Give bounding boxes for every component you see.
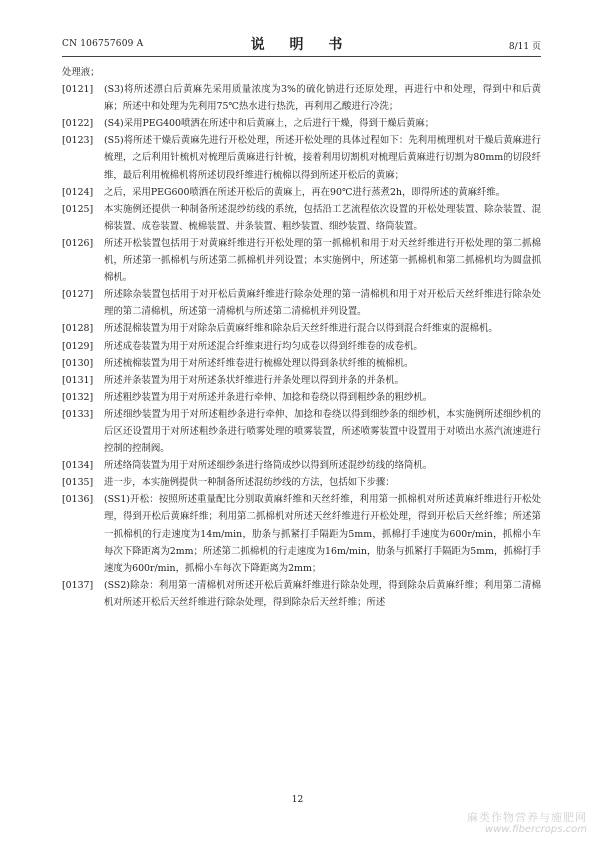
paragraph-text: (SS1)开松：按照所述重量配比分别取黄麻纤维和天丝纤维，利用第一抓棉机对所述黄麻纤维进行开松处理，得到开松后黄麻纤维；利用第二抓棉机对所述天丝纤维进行开松处理，得到开松后天丝纤维；所述第一抓棉机的行走速度为14m/min，肋条与抓紧打手隔距为5mm，抓棉打手速度为600r/min，抓棉小车每次下降距离为2mm；所述第二抓棉机的行走速度为16m/min，肋条与抓紧打手隔距为5mm，抓棉打手速度为600r/min，抓棉小车每次下降距离为2mm； [104,494,541,574]
paragraph-text: 本实施例还提供一种制备所述混纱纺线的系统，包括沿工艺流程依次设置的开松处理装置、除杂装置、混棉装置、成卷装置、梳棉装置、并条装置、粗纱装置、细纱装置、络筒装置。 [104,203,541,232]
paragraph [62,389,541,406]
paragraph-number: [0128] [62,323,94,335]
page-header [62,34,541,57]
paragraph-text: (S3)将所述漂白后黄麻先采用质量浓度为3%的硫化钠进行还原处理，再进行中和处理，得到中和后黄麻；所述中和处理为先利用75℃热水进行热洗，再利用乙酸进行冷洗； [104,84,541,113]
paragraph [62,286,541,320]
document-title: 说 明 书 [250,37,353,53]
paragraph-text: 所述混棉装置为用于对除杂后黄麻纤维和除杂后天丝纤维进行混合以得到混合纤维束的混棉机。 [104,323,498,335]
paragraph-number: [0133] [62,408,94,420]
paragraph-number: [0130] [62,357,94,369]
page-of-total: 8/11 页 [508,42,541,52]
watermark-url: www.fibercrops.com [485,824,587,835]
paragraph [62,338,541,355]
paragraph [62,577,541,611]
paragraph-text: 所述粗纱装置为用于对所述并条进行牵伸、加捻和卷绕以得到粗纱条的粗纱机。 [104,391,433,403]
paragraph-text: (SS2)除杂：利用第一清棉机对所述开松后黄麻纤维进行除杂处理，得到除杂后黄麻纤维；利用第二清棉机对所述开松后天丝纤维进行除杂处理，得到除杂后天丝纤维；所述 [104,579,541,608]
paragraph-number: [0127] [62,289,94,301]
paragraph-number: [0126] [62,237,94,249]
paragraph-text: (S4)采用PEG400喷洒在所述中和后黄麻上，之后进行干燥，得到干燥后黄麻； [104,118,435,130]
paragraph [62,184,541,201]
paragraph-text: 之后，采用PEG600喷洒在所述开松后的黄麻上，再在90℃进行蒸煮2h，即得所述的黄麻纤维。 [104,186,506,198]
paragraph [62,457,541,474]
paragraph [62,320,541,337]
paragraph [62,355,541,372]
paragraph-number: [0136] [62,494,94,506]
watermark-site-name: 麻类作物营养与施肥网 [467,811,587,824]
paragraph [62,372,541,389]
patent-number: CN 106757609 A [62,39,144,49]
paragraph [62,474,541,491]
paragraph-text: 进一步，本实施例提供一种制备所述混纺纱线的方法，包括如下步骤： [104,477,395,489]
paragraph-number: [0131] [62,374,94,386]
paragraph-text: 所述除杂装置包括用于对开松后黄麻纤维进行除杂处理的第一清棉机和用于对开松后天丝纤维进行除杂处理的第二清棉机，所述第一清棉机与所述第二清棉机并列设置。 [104,289,541,318]
paragraph-text: 所述并条装置为用于对所述条状纤维进行并条处理以得到并条的并条机。 [104,374,405,386]
paragraph [62,115,541,132]
paragraph-text: (S5)将所述干燥后黄麻先进行开松处理，所述开松处理的具体过程如下：先利用梳理机对干燥后黄麻进行梳理，之后利用针梳机对梳理后黄麻进行针梳，接着利用切割机对梳理后黄麻进行切割为80mm的切段纤维，最后利用梳棉机将所述切段纤维进行梳棉以得到所述开松后的黄麻； [104,135,541,181]
paragraph-number: [0122] [62,118,94,130]
paragraph-number: [0121] [62,84,94,96]
paragraph-number: [0137] [62,579,94,591]
document-body [62,64,541,611]
paragraph-text: 所述络筒装置为用于对所述细纱条进行络筒成纱以得到所述混纱纺线的络筒机。 [104,460,433,472]
paragraph [62,235,541,286]
paragraph-number: [0135] [62,477,94,489]
continued-text: 处理液； [62,67,100,78]
paragraph-text: 所述开松装置包括用于对黄麻纤维进行开松处理的第一抓棉机和用于对天丝纤维进行开松处理的第二抓棉机，所述第一抓棉机与所述第二抓棉机并列设置；本实施例中，所述第一抓棉机和第二抓棉机均为圆盘抓棉机。 [104,237,541,284]
paragraph-text: 所述成卷装置为用于对所述混合纤维束进行均匀成卷以得到纤维卷的成卷机。 [104,340,423,352]
watermark [467,812,587,836]
paragraph-number: [0132] [62,391,94,403]
paragraph-text: 所述梳棉装置为用于对所述纤维卷进行梳棉处理以得到条状纤维的梳棉机。 [104,357,414,369]
page-number: 12 [291,795,304,805]
paragraph [62,491,541,576]
paragraph-number: [0124] [62,186,94,198]
paragraph-number: [0123] [62,135,94,147]
paragraph-text: 所述细纱装置为用于对所述粗纱条进行牵伸、加捻和卷绕以得到细纱条的细纱机，本实施例所述细纱机的后区还设置用于对所述粗纱条进行喷雾处理的喷雾装置，所述喷雾装置中设置用于对喷出水蒸汽流速进行控制的控制阀。 [104,408,541,455]
paragraph [62,201,541,235]
paragraph-number: [0129] [62,340,94,352]
paragraph [62,81,541,115]
paragraph-number: [0134] [62,460,94,472]
paragraph [62,406,541,457]
paragraph-number: [0125] [62,203,94,215]
paragraph [62,132,541,183]
